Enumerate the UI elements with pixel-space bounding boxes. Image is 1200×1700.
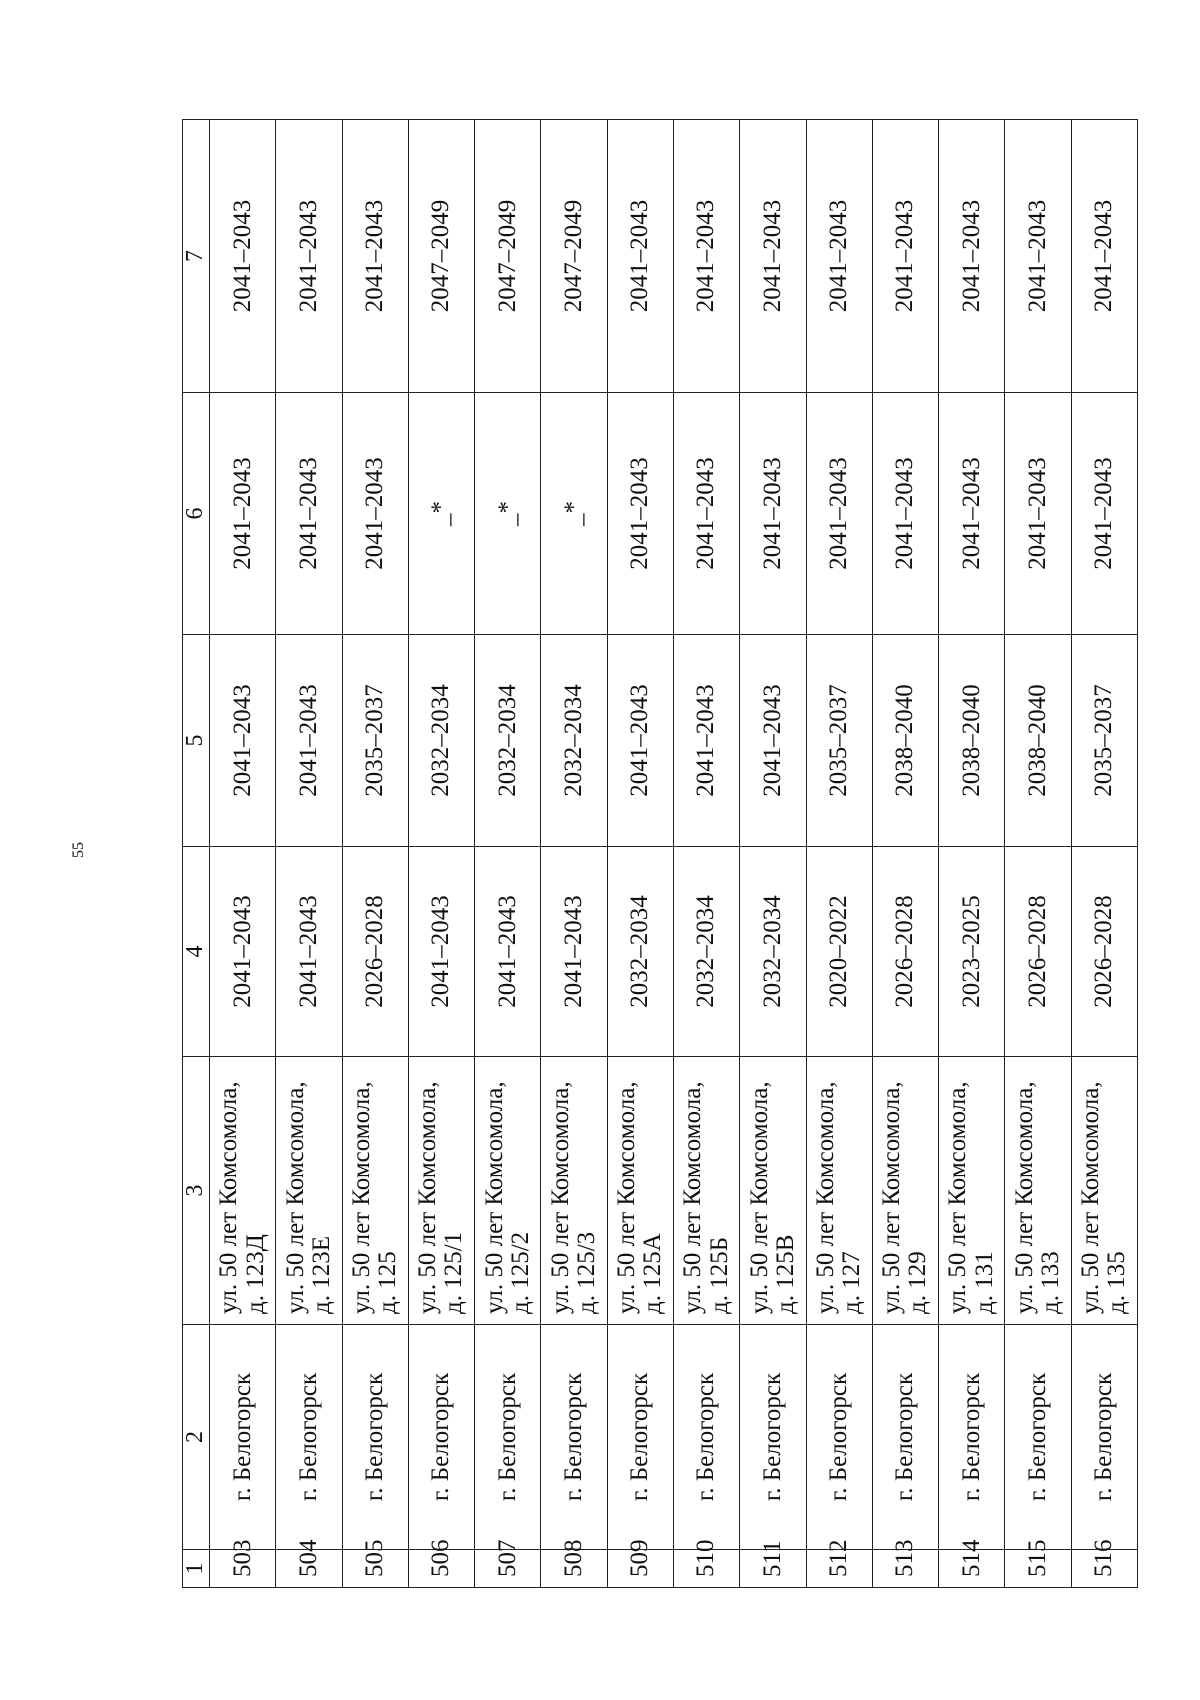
city-cell: г. Белогорск	[1071, 1325, 1137, 1550]
city-cell: г. Белогорск	[541, 1325, 607, 1550]
city-cell: г. Белогорск	[939, 1325, 1005, 1550]
table-body	[183, 120, 1138, 1588]
period-col7-cell: 2041–2043	[276, 120, 342, 393]
row-number-cell: 505	[342, 1550, 408, 1588]
row-number-cell: 508	[541, 1550, 607, 1588]
period-col7-cell: 2041–2043	[210, 120, 276, 393]
address-cell: ул. 50 лет Комсомола, д. 131	[939, 1057, 1005, 1325]
column-header: 1	[183, 1550, 210, 1588]
period-col6-cell: 2041–2043	[210, 393, 276, 635]
period-col5-cell: 2038–2040	[939, 635, 1005, 847]
column-header: 2	[183, 1325, 210, 1550]
row-number-cell: 509	[607, 1550, 673, 1588]
period-col4-cell: 2023–2025	[939, 847, 1005, 1057]
city-cell: г. Белогорск	[872, 1325, 938, 1550]
period-col5-cell: 2038–2040	[872, 635, 938, 847]
period-col4-cell: 2032–2034	[673, 847, 739, 1057]
row-number-cell: 510	[673, 1550, 739, 1588]
period-col6-cell: 2041–2043	[607, 393, 673, 635]
period-col7-cell: 2047–2049	[541, 120, 607, 393]
address-cell: ул. 50 лет Комсомола, д. 125В	[740, 1057, 806, 1325]
period-col5-cell: 2041–2043	[607, 635, 673, 847]
address-cell: ул. 50 лет Комсомола, д. 125/2	[475, 1057, 541, 1325]
period-col4-cell: 2041–2043	[541, 847, 607, 1057]
period-col4-cell: 2041–2043	[210, 847, 276, 1057]
period-col5-cell: 2041–2043	[673, 635, 739, 847]
address-cell: ул. 50 лет Комсомола, д. 123Е	[276, 1057, 342, 1325]
period-col7-cell: 2047–2049	[408, 120, 474, 393]
period-col7-cell: 2041–2043	[872, 120, 938, 393]
table-row	[872, 120, 938, 1588]
column-header: 7	[183, 120, 210, 393]
address-cell: ул. 50 лет Комсомола, д. 127	[806, 1057, 872, 1325]
address-cell: ул. 50 лет Комсомола, д. 125А	[607, 1057, 673, 1325]
table-row	[939, 120, 1005, 1588]
city-cell: г. Белогорск	[342, 1325, 408, 1550]
period-col6-cell: 2041–2043	[1071, 393, 1137, 635]
row-number-cell: 506	[408, 1550, 474, 1588]
period-col4-cell: 2041–2043	[408, 847, 474, 1057]
rotated-table-container	[182, 120, 1138, 1588]
period-col6-cell: _*	[541, 393, 607, 635]
period-col6-cell: 2041–2043	[1005, 393, 1071, 635]
table-row	[408, 120, 474, 1588]
period-col5-cell: 2032–2034	[408, 635, 474, 847]
address-cell: ул. 50 лет Комсомола, д. 125Б	[673, 1057, 739, 1325]
period-col5-cell: 2041–2043	[276, 635, 342, 847]
page-number: 55	[70, 842, 87, 858]
period-col4-cell: 2026–2028	[1005, 847, 1071, 1057]
address-cell: ул. 50 лет Комсомола, д. 125/1	[408, 1057, 474, 1325]
period-col5-cell: 2035–2037	[342, 635, 408, 847]
period-col6-cell: _*	[408, 393, 474, 635]
period-col4-cell: 2026–2028	[1071, 847, 1137, 1057]
schedule-table	[182, 119, 1138, 1588]
row-number-cell: 507	[475, 1550, 541, 1588]
period-col5-cell: 2038–2040	[1005, 635, 1071, 847]
city-cell: г. Белогорск	[740, 1325, 806, 1550]
period-col6-cell: 2041–2043	[673, 393, 739, 635]
city-cell: г. Белогорск	[1005, 1325, 1071, 1550]
period-col6-cell: 2041–2043	[872, 393, 938, 635]
period-col7-cell: 2041–2043	[1005, 120, 1071, 393]
address-cell: ул. 50 лет Комсомола, д. 125/3	[541, 1057, 607, 1325]
table-row	[806, 120, 872, 1588]
table-row	[342, 120, 408, 1588]
row-number-cell: 513	[872, 1550, 938, 1588]
period-col4-cell: 2026–2028	[342, 847, 408, 1057]
period-col7-cell: 2041–2043	[342, 120, 408, 393]
period-col6-cell: 2041–2043	[939, 393, 1005, 635]
city-cell: г. Белогорск	[673, 1325, 739, 1550]
period-col6-cell: _*	[475, 393, 541, 635]
period-col7-cell: 2041–2043	[607, 120, 673, 393]
period-col7-cell: 2041–2043	[806, 120, 872, 393]
column-header: 6	[183, 393, 210, 635]
period-col5-cell: 2041–2043	[210, 635, 276, 847]
address-cell: ул. 50 лет Комсомола, д. 125	[342, 1057, 408, 1325]
table-row	[210, 120, 276, 1588]
address-cell: ул. 50 лет Комсомола, д. 123Д	[210, 1057, 276, 1325]
period-col4-cell: 2041–2043	[475, 847, 541, 1057]
city-cell: г. Белогорск	[408, 1325, 474, 1550]
period-col7-cell: 2041–2043	[740, 120, 806, 393]
period-col5-cell: 2032–2034	[475, 635, 541, 847]
table-row	[1005, 120, 1071, 1588]
header-row	[183, 120, 210, 1588]
period-col7-cell: 2047–2049	[475, 120, 541, 393]
period-col6-cell: 2041–2043	[342, 393, 408, 635]
row-number-cell: 516	[1071, 1550, 1137, 1588]
address-cell: ул. 50 лет Комсомола, д. 133	[1005, 1057, 1071, 1325]
city-cell: г. Белогорск	[475, 1325, 541, 1550]
period-col5-cell: 2035–2037	[1071, 635, 1137, 847]
table-row	[1071, 120, 1137, 1588]
period-col4-cell: 2020–2022	[806, 847, 872, 1057]
row-number-cell: 504	[276, 1550, 342, 1588]
period-col4-cell: 2032–2034	[740, 847, 806, 1057]
column-header: 5	[183, 635, 210, 847]
period-col4-cell: 2026–2028	[872, 847, 938, 1057]
table-row	[475, 120, 541, 1588]
column-header: 3	[183, 1057, 210, 1325]
address-cell: ул. 50 лет Комсомола, д. 135	[1071, 1057, 1137, 1325]
period-col7-cell: 2041–2043	[1071, 120, 1137, 393]
period-col6-cell: 2041–2043	[276, 393, 342, 635]
table-row	[607, 120, 673, 1588]
row-number-cell: 511	[740, 1550, 806, 1588]
row-number-cell: 512	[806, 1550, 872, 1588]
table-row	[673, 120, 739, 1588]
table-row	[541, 120, 607, 1588]
period-col5-cell: 2041–2043	[740, 635, 806, 847]
city-cell: г. Белогорск	[607, 1325, 673, 1550]
column-header: 4	[183, 847, 210, 1057]
period-col7-cell: 2041–2043	[673, 120, 739, 393]
table-row	[276, 120, 342, 1588]
period-col6-cell: 2041–2043	[740, 393, 806, 635]
row-number-cell: 514	[939, 1550, 1005, 1588]
period-col6-cell: 2041–2043	[806, 393, 872, 635]
row-number-cell: 515	[1005, 1550, 1071, 1588]
period-col5-cell: 2035–2037	[806, 635, 872, 847]
address-cell: ул. 50 лет Комсомола, д. 129	[872, 1057, 938, 1325]
city-cell: г. Белогорск	[806, 1325, 872, 1550]
period-col7-cell: 2041–2043	[939, 120, 1005, 393]
table-row	[740, 120, 806, 1588]
city-cell: г. Белогорск	[210, 1325, 276, 1550]
period-col4-cell: 2041–2043	[276, 847, 342, 1057]
row-number-cell: 503	[210, 1550, 276, 1588]
period-col4-cell: 2032–2034	[607, 847, 673, 1057]
period-col5-cell: 2032–2034	[541, 635, 607, 847]
city-cell: г. Белогорск	[276, 1325, 342, 1550]
